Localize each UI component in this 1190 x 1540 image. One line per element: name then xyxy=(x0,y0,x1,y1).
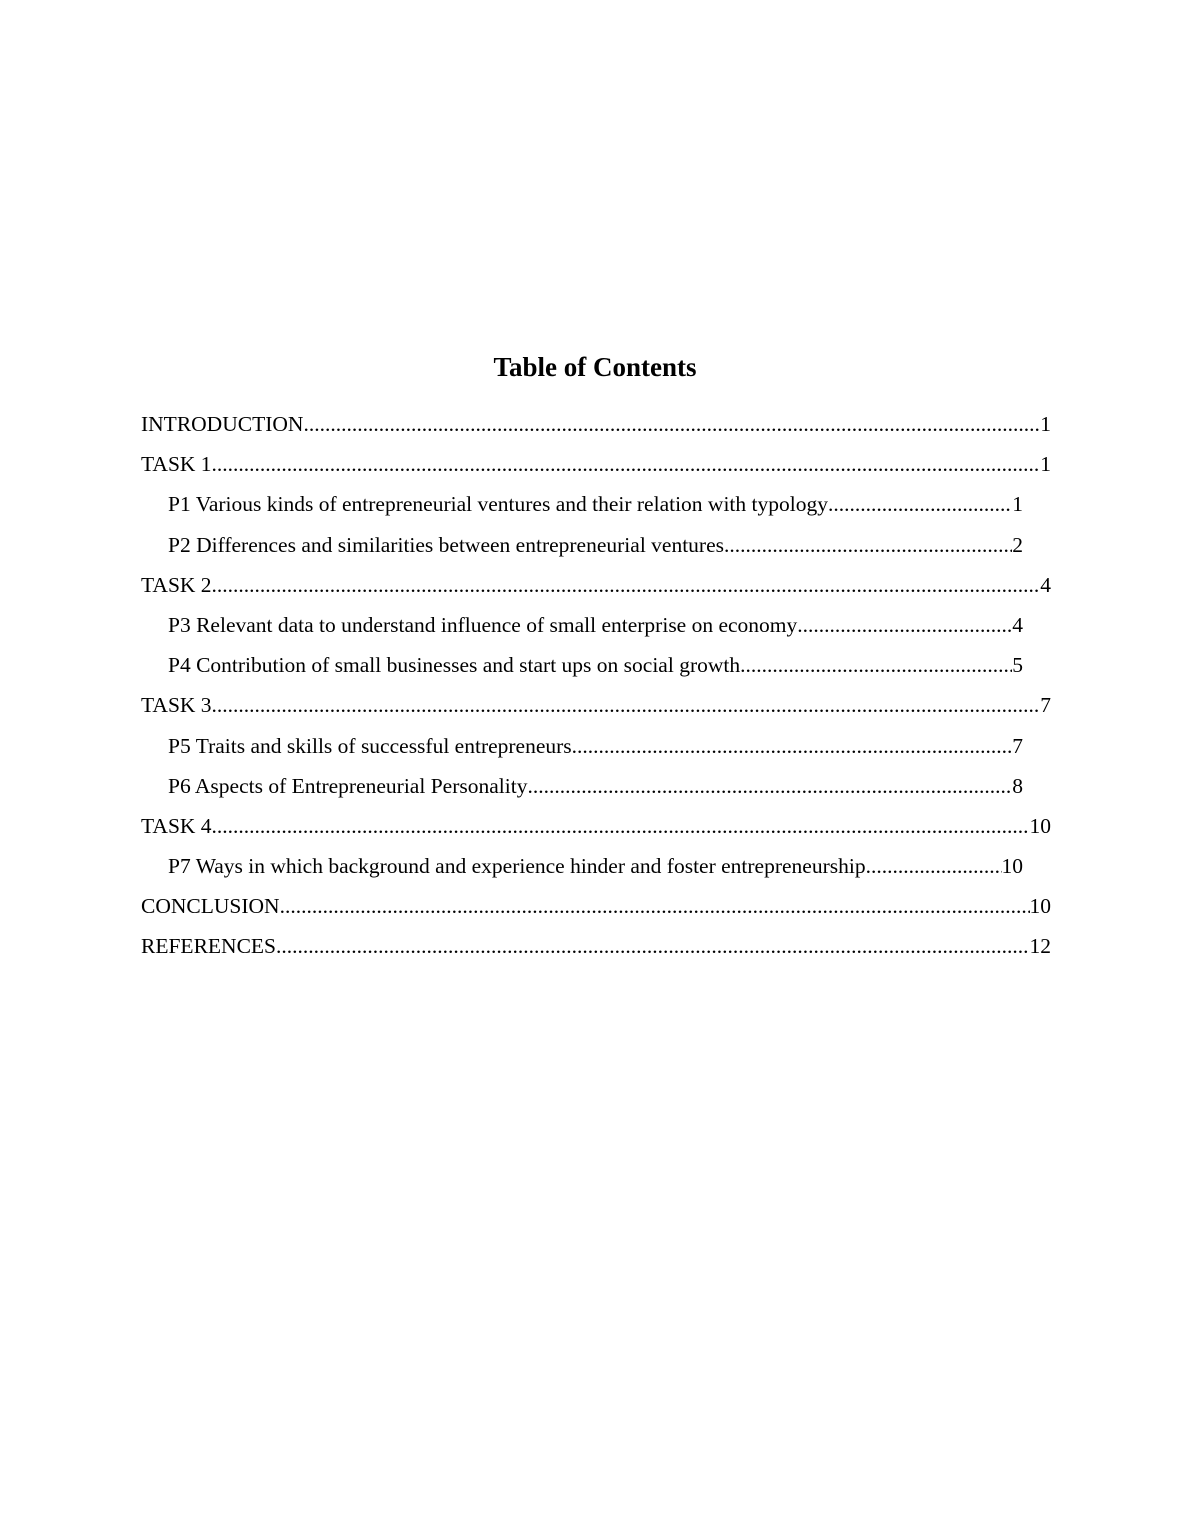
toc-entry-p4[interactable] xyxy=(0,645,1190,685)
toc-entry-conclusion[interactable] xyxy=(0,886,1190,926)
toc-entry-text: TASK 1 xyxy=(141,452,212,477)
toc-page-number: 8 xyxy=(1012,773,1023,798)
toc-page-number: 10 xyxy=(1029,813,1051,838)
toc-entry-p7[interactable] xyxy=(0,846,1190,886)
toc-entry-task-3[interactable] xyxy=(0,685,1190,725)
toc-dot-leader xyxy=(212,806,1030,846)
toc-dot-leader xyxy=(740,645,1012,685)
toc-entry-text: P7 Ways in which background and experience hinder and foster entrepreneurship xyxy=(168,854,866,879)
toc-entry-p1[interactable] xyxy=(0,484,1190,524)
toc-page-number: 1 xyxy=(1040,412,1051,436)
toc-entry-text: P6 Aspects of Entrepreneurial Personality xyxy=(168,773,528,798)
toc-dot-leader xyxy=(280,886,1030,926)
toc-entry-p3[interactable] xyxy=(0,605,1190,645)
toc-entry-text: P2 Differences and similarities between entrepreneurial ventures xyxy=(168,532,724,557)
toc-entry-text: TASK 3 xyxy=(141,693,212,718)
toc-page-number: 4 xyxy=(1012,612,1023,637)
toc-entry-task-2[interactable] xyxy=(0,565,1190,605)
toc-entry-text: INTRODUCTION xyxy=(141,412,304,436)
toc-dot-leader xyxy=(797,605,1012,645)
toc-page-number: 7 xyxy=(1012,733,1023,758)
toc-entry-text: TASK 4 xyxy=(141,813,212,838)
toc-entry-text: P1 Various kinds of entrepreneurial ventures and their relation with typology xyxy=(168,492,828,517)
toc-page-number: 10 xyxy=(1001,854,1023,879)
toc-page-number: 2 xyxy=(1012,532,1023,557)
toc-page-number: 1 xyxy=(1012,492,1023,517)
toc-dot-leader xyxy=(866,846,1002,886)
toc-page-number: 12 xyxy=(1029,934,1051,959)
toc-entry-text: TASK 2 xyxy=(141,572,212,597)
toc-dot-leader xyxy=(212,685,1041,725)
toc-page-number: 7 xyxy=(1040,693,1051,718)
toc-list xyxy=(0,404,1190,967)
toc-entry-task-1[interactable] xyxy=(0,444,1190,484)
toc-entry-text: P5 Traits and skills of successful entrepreneurs xyxy=(168,733,572,758)
toc-page-number: 4 xyxy=(1040,572,1051,597)
toc-entry-introduction[interactable] xyxy=(0,404,1190,444)
toc-dot-leader xyxy=(828,484,1012,524)
toc-page-number: 1 xyxy=(1040,452,1051,477)
toc-entry-task-4[interactable] xyxy=(0,806,1190,846)
toc-entry-text: CONCLUSION xyxy=(141,894,280,919)
toc-dot-leader xyxy=(724,525,1012,565)
toc-entry-p5[interactable] xyxy=(0,726,1190,766)
toc-dot-leader xyxy=(572,726,1013,766)
toc-entry-text: REFERENCES xyxy=(141,934,276,959)
toc-entry-text: P4 Contribution of small businesses and start ups on social growth xyxy=(168,653,741,678)
toc-page-number: 5 xyxy=(1012,653,1023,678)
toc-entry-references[interactable] xyxy=(0,926,1190,966)
toc-entry-text: P3 Relevant data to understand influence of small enterprise on economy xyxy=(168,612,798,637)
toc-page-number: 10 xyxy=(1029,894,1051,919)
toc-dot-leader xyxy=(303,404,1040,444)
toc-title: Table of Contents xyxy=(493,352,697,382)
toc-dot-leader xyxy=(212,444,1041,484)
toc-dot-leader xyxy=(212,565,1041,605)
toc-entry-p6[interactable] xyxy=(0,766,1190,806)
toc-dot-leader xyxy=(527,766,1012,806)
toc-entry-p2[interactable] xyxy=(0,525,1190,565)
toc-dot-leader xyxy=(276,926,1030,966)
